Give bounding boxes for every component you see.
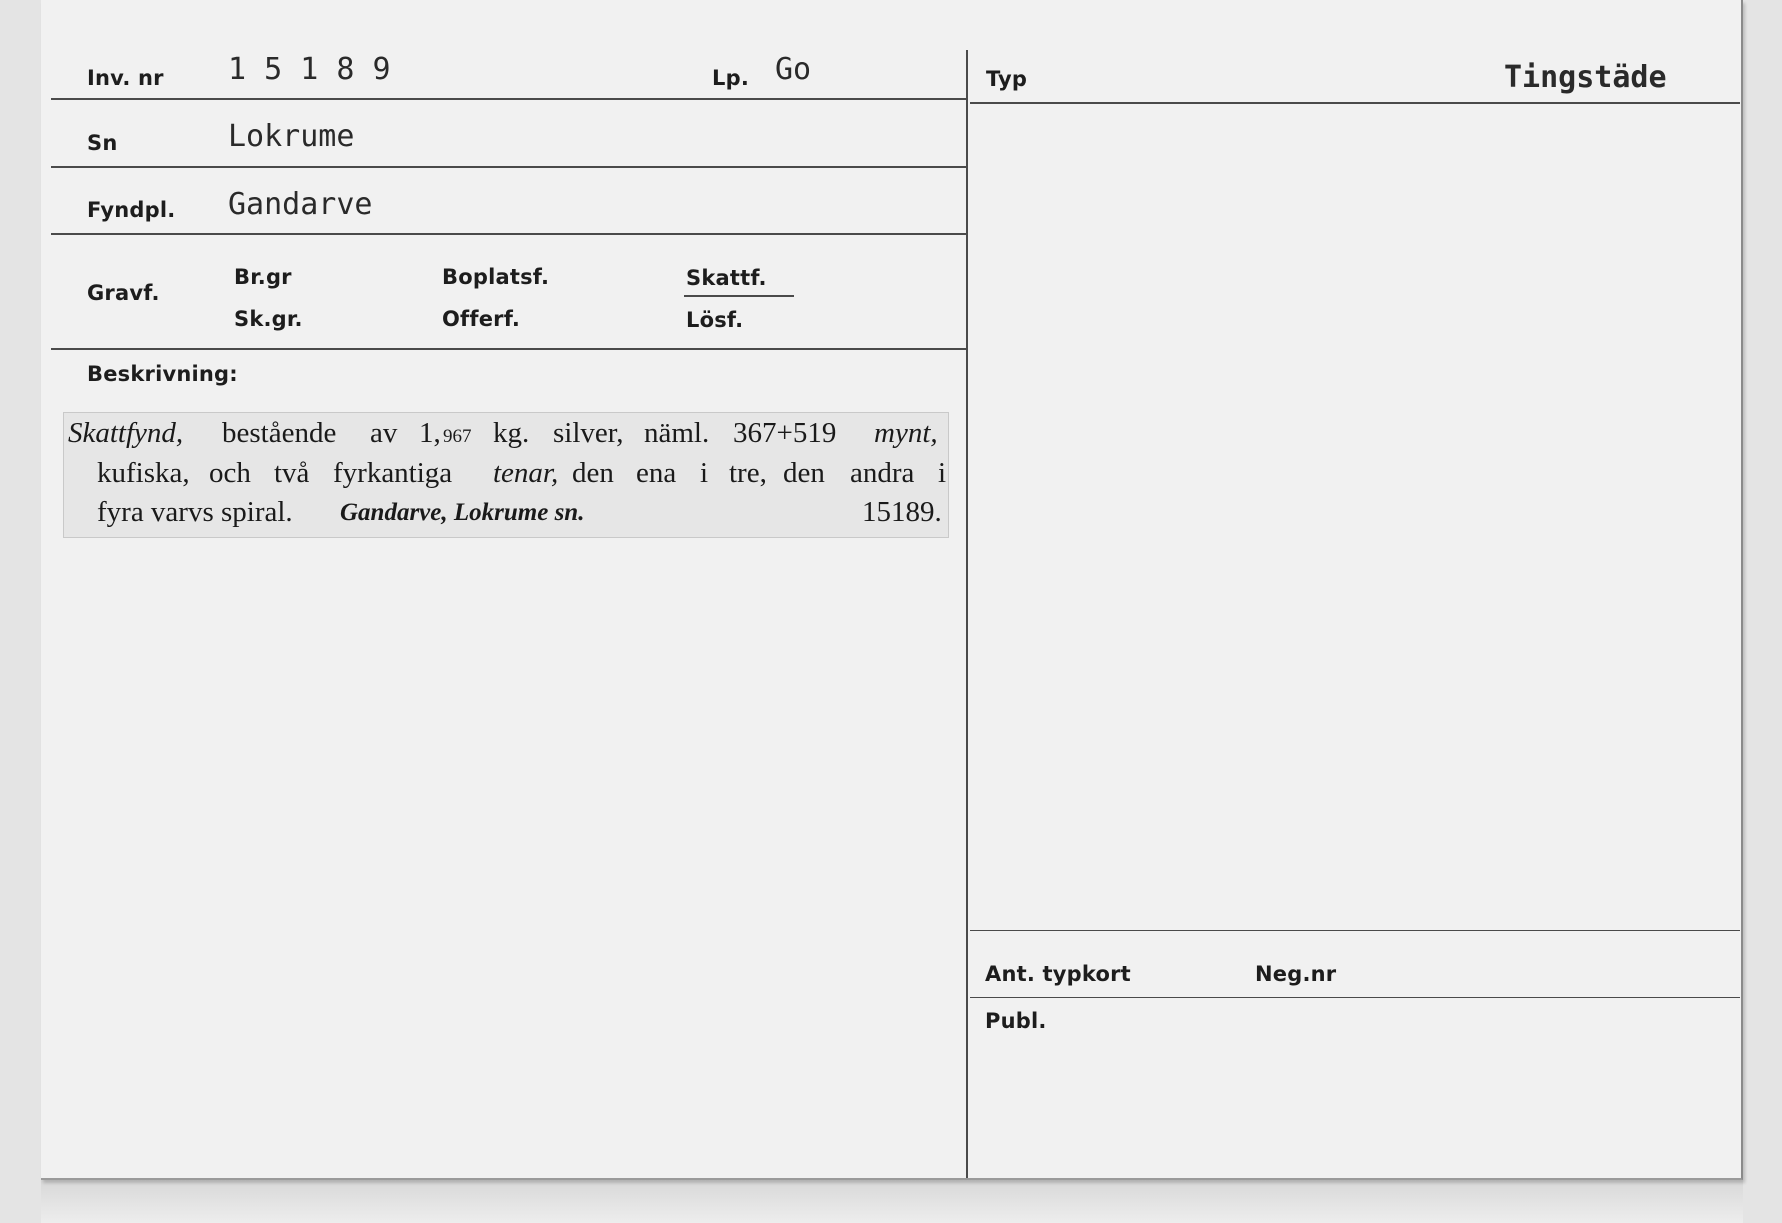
losf-label: Lösf. (686, 308, 744, 332)
inv-nr-label: Inv. nr (87, 66, 164, 90)
description-word: tenar, (493, 457, 559, 489)
description-word: kufiska, (97, 457, 190, 489)
description-word: Gandarve, Lokrume sn. (340, 499, 585, 526)
description-word: av (370, 417, 398, 449)
column-divider (966, 50, 968, 1178)
description-word: 367+519 (733, 417, 837, 449)
fyndpl-label: Fyndpl. (87, 198, 176, 222)
lp-label: Lp. (712, 66, 749, 90)
brgr-label: Br.gr (234, 265, 292, 289)
description-word: den (783, 457, 825, 489)
description-word: tre, (729, 457, 767, 489)
row-divider (51, 233, 966, 235)
description-word: i (938, 457, 947, 489)
neg-nr-label: Neg.nr (1255, 962, 1337, 986)
row-divider (970, 930, 1740, 931)
description-word: bestående (222, 417, 337, 449)
sn-label: Sn (87, 131, 118, 155)
inv-nr-value: 1 5 1 8 9 (228, 52, 391, 87)
row-divider (970, 997, 1740, 998)
description-word: mynt, (874, 417, 938, 449)
description-word: 15189. (862, 496, 942, 528)
lp-value: Go (775, 52, 812, 87)
beskrivning-label: Beskrivning: (87, 362, 238, 386)
description-word: näml. (644, 417, 710, 449)
publ-label: Publ. (985, 1009, 1047, 1033)
description-word: och (209, 457, 251, 489)
description-clipping (63, 412, 949, 538)
description-word: fyrkantiga (333, 457, 453, 489)
description-word: i (700, 457, 709, 489)
skgr-label: Sk.gr. (234, 307, 303, 331)
description-word: den (572, 457, 614, 489)
fyndpl-value: Gandarve (228, 187, 373, 222)
skattf-underline (684, 295, 794, 297)
row-divider (970, 102, 1740, 104)
card-shadow (41, 1180, 1743, 1223)
skattf-label: Skattf. (686, 266, 767, 290)
typ-label: Typ (986, 67, 1028, 91)
description-word: 1, (419, 417, 441, 449)
catalog-card (41, 0, 1743, 1180)
description-word: silver, (553, 417, 624, 449)
description-word: två (274, 457, 310, 489)
description-word: 967 (443, 426, 472, 447)
description-word: fyra varvs spiral. (97, 496, 293, 528)
row-divider (51, 98, 966, 100)
description-word: kg. (493, 417, 530, 449)
row-divider (51, 166, 966, 168)
description-word: Skattfynd, (68, 417, 184, 449)
typ-value: Tingstäde (1504, 60, 1667, 95)
description-word: andra (850, 457, 915, 489)
sn-value: Lokrume (228, 119, 355, 154)
boplatsf-label: Boplatsf. (442, 265, 550, 289)
ant-typkort-label: Ant. typkort (985, 962, 1131, 986)
row-divider (51, 348, 966, 350)
description-word: ena (636, 457, 677, 489)
gravf-label: Gravf. (87, 281, 160, 305)
offerf-label: Offerf. (442, 307, 521, 331)
